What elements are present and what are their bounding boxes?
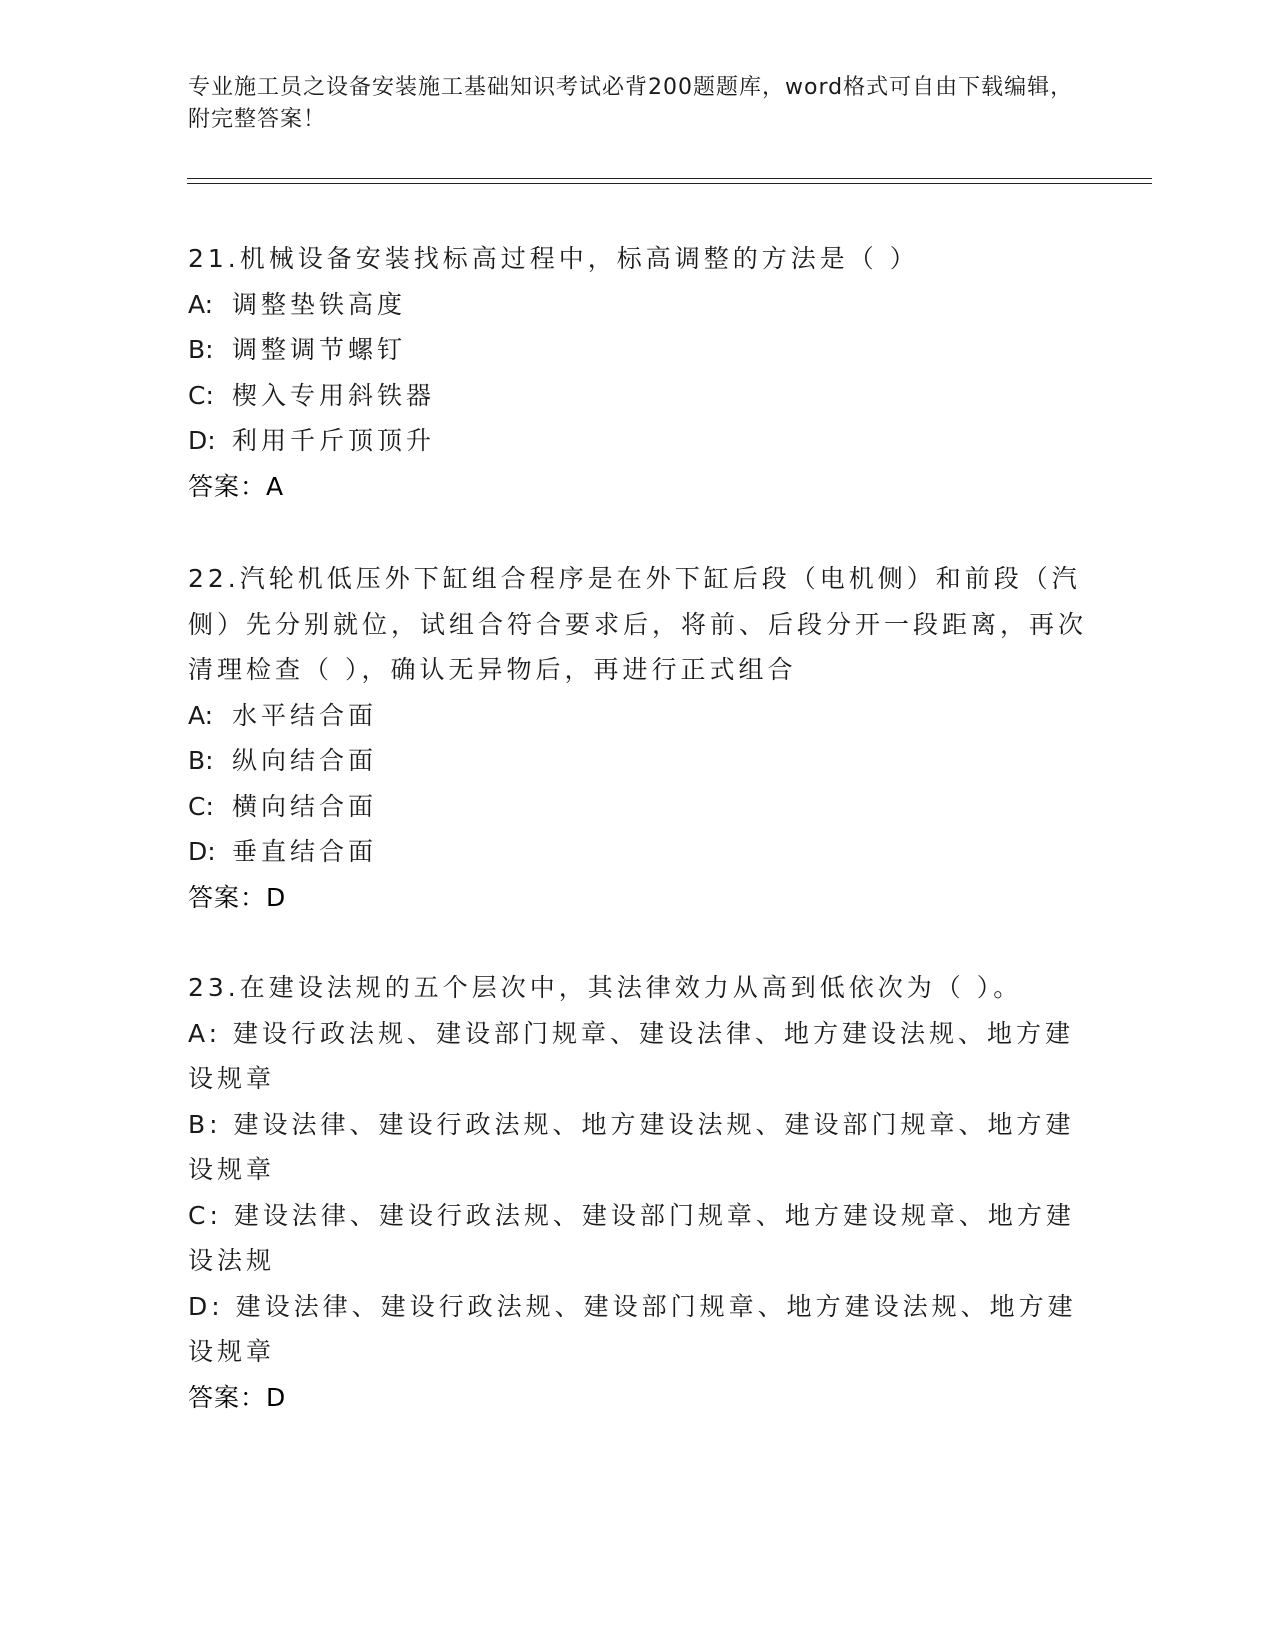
question-22 — [188, 556, 1088, 920]
option-text: 调整调节螺钉 — [232, 335, 407, 364]
option-letter: D: — [188, 1291, 224, 1321]
header-divider-line-secondary — [187, 183, 1152, 184]
option-text: 水平结合面 — [232, 700, 378, 730]
option-a — [188, 1011, 1088, 1102]
option-letter: C: — [188, 1200, 222, 1230]
option-c — [188, 373, 1088, 419]
option-a — [188, 282, 1088, 328]
option-text: 横向结合面 — [232, 791, 378, 821]
option-d — [188, 829, 1088, 875]
option-b — [188, 327, 1088, 373]
option-a — [188, 693, 1088, 739]
header-divider-line — [187, 178, 1152, 179]
option-text: 建设法律、建设行政法规、建设部门规章、地方建设法规、地方建设规章 — [188, 1291, 1077, 1366]
option-letter: C: — [188, 380, 214, 410]
answer-label: 答案：A — [188, 471, 285, 501]
option-letter: B: — [188, 335, 214, 364]
answer-label: 答案：D — [188, 1382, 287, 1412]
option-letter: A: — [188, 289, 214, 319]
option-letter: C: — [188, 791, 214, 821]
option-letter: B: — [188, 1109, 222, 1139]
option-text: 建设法律、建设行政法规、地方建设法规、建设部门规章、地方建设规章 — [188, 1109, 1075, 1184]
option-letter: D: — [188, 837, 216, 866]
answer-label: 答案：D — [188, 882, 287, 912]
option-text: 建设法律、建设行政法规、建设部门规章、地方建设规章、地方建设法规 — [188, 1200, 1075, 1275]
option-b — [188, 738, 1088, 784]
question-stem: 23.在建设法规的五个层次中，其法律效力从高到低依次为（ ）。 — [188, 973, 1023, 1002]
question-stem: 22.汽轮机低压外下缸组合程序是在外下缸后段（电机侧）和前段（汽侧）先分别就位，试组合符合要求后，将前、后段分开一段距离，再次清理检查（ ），确认无异物后，再进行正式组合 — [188, 564, 1088, 684]
option-letter: A: — [188, 700, 214, 730]
question-stem: 21.机械设备安装找标高过程中，标高调整的方法是（ ） — [188, 244, 919, 273]
option-letter: A: — [188, 1018, 222, 1048]
option-letter: B: — [188, 746, 214, 775]
option-text: 建设行政法规、建设部门规章、建设法律、地方建设法规、地方建设规章 — [188, 1018, 1075, 1093]
option-c — [188, 784, 1088, 830]
option-d — [188, 1284, 1088, 1375]
option-text: 利用千斤顶顶升 — [232, 426, 436, 455]
option-text: 楔入专用斜铁器 — [232, 380, 436, 410]
option-b — [188, 1102, 1088, 1193]
option-text: 纵向结合面 — [232, 746, 378, 775]
option-d — [188, 418, 1088, 464]
option-c — [188, 1193, 1088, 1284]
document-header-title: 专业施工员之设备安装施工基础知识考试必背200题题库，word格式可自由下载编辑，附完整答案！ — [188, 75, 1074, 132]
option-letter: D: — [188, 426, 216, 455]
option-text: 调整垫铁高度 — [232, 289, 407, 319]
question-21 — [188, 236, 1088, 509]
question-23 — [188, 965, 1088, 1420]
option-text: 垂直结合面 — [232, 837, 378, 866]
